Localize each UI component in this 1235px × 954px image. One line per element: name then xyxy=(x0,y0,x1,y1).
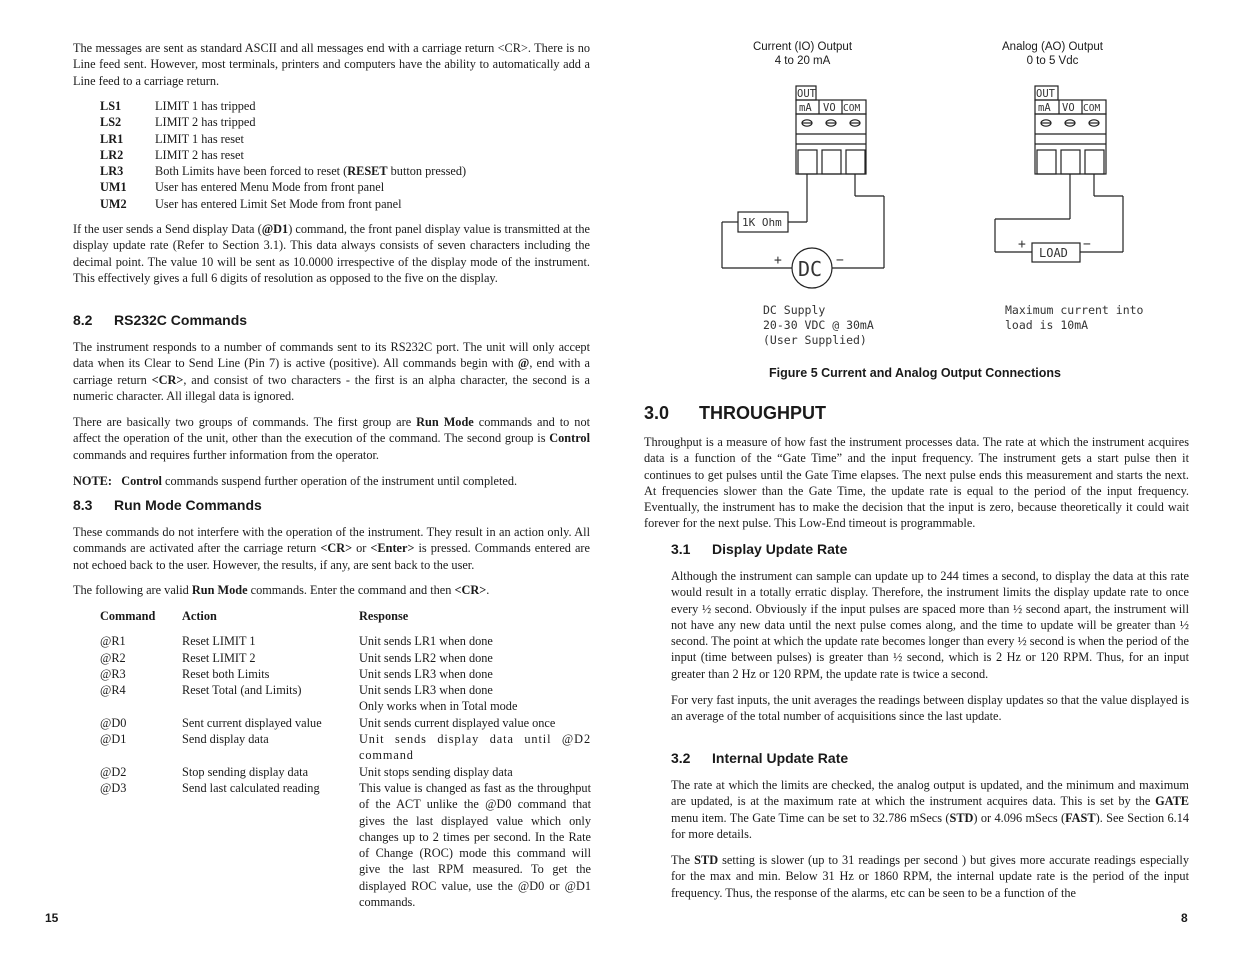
maxcur-line-2: load is 10mA xyxy=(1005,318,1089,332)
bold-text: Control xyxy=(549,431,590,446)
command-cell: @R1 xyxy=(100,634,126,649)
response-cell: Unit sends LR3 when done xyxy=(359,683,493,698)
load-label: LOAD xyxy=(1039,246,1068,260)
ao-ma-label: mA xyxy=(1038,102,1051,114)
action-cell: Sent current displayed value xyxy=(182,715,322,730)
command-cell: @R3 xyxy=(100,666,126,681)
text: The xyxy=(671,853,695,868)
action-cell: Reset LIMIT 2 xyxy=(182,650,256,665)
note-paragraph xyxy=(73,473,590,489)
table-row xyxy=(100,731,591,764)
dc-plus-label: + xyxy=(774,253,782,268)
action-cell: Send last calculated reading xyxy=(182,780,320,795)
text: commands suspend further operation of the instrument until completed. xyxy=(161,474,518,489)
command-cell: @R2 xyxy=(100,650,126,665)
command-cell: @R4 xyxy=(100,683,126,698)
supply-line-3: (User Supplied) xyxy=(763,333,867,347)
section-number: 8.2 xyxy=(73,312,93,328)
text: The rate at which the limits are checked, the analog output is updated, and the minimum and maximum are updated, is at the maximum rate at which the instrument acquires data. This is set by the xyxy=(671,778,1189,809)
text: is pressed. Commands entered are not echoed back to the user. However, the results, if any, are sent back to the user. xyxy=(73,541,590,572)
section-title: RS232C Commands xyxy=(114,312,248,328)
io-vo-label: VO xyxy=(823,102,836,114)
supply-line-2: 20-30 VDC @ 30mA xyxy=(763,318,874,332)
text: commands and requires further information from the operator. xyxy=(73,447,379,462)
table-row xyxy=(100,698,591,714)
section-title: Internal Update Rate xyxy=(712,750,849,766)
bold-text: <Enter> xyxy=(370,541,415,556)
section-8-3-heading xyxy=(73,497,262,513)
bold-text: GATE xyxy=(1155,794,1189,809)
bold-text: Run Mode xyxy=(416,415,474,430)
action-cell: Reset both Limits xyxy=(182,666,270,681)
ao-out-label: OUT xyxy=(1036,88,1055,100)
ao-vo-label: VO xyxy=(1062,102,1075,114)
table-row xyxy=(100,650,591,666)
dc-minus-label: − xyxy=(836,253,844,268)
table-row xyxy=(100,715,591,731)
table-row xyxy=(100,633,591,649)
table-row xyxy=(100,666,591,682)
command-cell: @D2 xyxy=(100,764,127,779)
response-cell: Only works when in Total mode xyxy=(359,699,518,714)
message-code: LS1 xyxy=(100,99,122,113)
load-minus-label: − xyxy=(1083,237,1091,252)
message-code: LR1 xyxy=(100,131,124,146)
text: ) or 4.096 mSecs ( xyxy=(973,810,1066,825)
section-title: Display Update Rate xyxy=(712,541,848,557)
table-row xyxy=(100,682,591,698)
message-desc: LIMIT 2 has reset xyxy=(155,147,244,162)
maxcur-line-1: Maximum current into xyxy=(1005,303,1144,317)
section-number: 3.0 xyxy=(644,403,670,423)
section-3-1-heading xyxy=(671,541,847,557)
ao-com-label: COM xyxy=(1083,103,1101,114)
text: , and consist of two characters - the first is an alpha character, the second is a numeric character. All illegal data is ignored. xyxy=(73,372,590,403)
supply-line-1: DC Supply xyxy=(763,303,826,317)
action-cell: Send display data xyxy=(182,732,269,747)
message-code: LS2 xyxy=(100,115,122,130)
display-rate-paragraph-2: For very fast inputs, the unit averages the readings between display updates so that the value displayed is an average of the total number of acquisitions since the last update. xyxy=(671,693,1189,724)
run-mode-paragraph-1 xyxy=(73,524,590,573)
section-title: THROUGHPUT xyxy=(699,403,826,423)
message-desc: LIMIT 1 has reset xyxy=(155,131,244,146)
message-code: UM2 xyxy=(100,196,127,211)
bold-text: <CR> xyxy=(151,372,184,387)
figure-caption: Figure 5 Current and Analog Output Connections xyxy=(769,366,1061,380)
bold-text: <CR> xyxy=(320,541,353,556)
reset-button-label: RESET xyxy=(347,164,388,179)
section-number: 3.1 xyxy=(671,541,691,557)
text: commands. Enter the command and then xyxy=(247,582,455,597)
action-cell: Reset LIMIT 1 xyxy=(182,634,256,649)
response-cell: Unit sends LR2 when done xyxy=(359,650,493,665)
text: , end with a carriage return xyxy=(73,356,590,387)
bold-text: <CR> xyxy=(454,582,487,597)
bold-text: STD xyxy=(949,810,974,825)
response-header: Response xyxy=(359,609,409,623)
io-ma-label: mA xyxy=(799,102,812,114)
section-3-2-heading xyxy=(671,750,848,766)
text: ). See Section 6.14 for more details. xyxy=(671,810,1189,841)
throughput-body xyxy=(644,434,1189,532)
section-3-1-body xyxy=(671,568,1189,725)
action-cell: Reset Total (and Limits) xyxy=(182,683,302,698)
response-cell: Unit sends LR1 when done xyxy=(359,634,493,649)
command-table-wrap xyxy=(100,608,591,910)
response-cell: Unit stops sending display data xyxy=(359,764,513,779)
internal-rate-paragraph-2 xyxy=(671,852,1189,901)
ao-title-line: Analog (AO) Output xyxy=(1002,41,1103,53)
action-header: Action xyxy=(182,609,217,623)
response-cell: Unit sends current displayed value once xyxy=(359,715,556,730)
message-desc: User has entered Limit Set Mode from front panel xyxy=(155,196,402,211)
text: menu item. The Gate Time can be set to 32.786 mSecs ( xyxy=(671,810,950,825)
text: The following are valid xyxy=(73,582,192,597)
table-header-row xyxy=(100,608,591,633)
section-8-2-body xyxy=(73,339,590,489)
text: These commands do not interfere with the operation of the instrument. They result in an action only. All commands are activated after the carriage return xyxy=(73,525,590,556)
io-title-line: Current (IO) Output xyxy=(752,41,853,53)
bold-text: Run Mode xyxy=(191,582,248,597)
command-table xyxy=(100,608,591,910)
io-range-line: 4 to 20 mA xyxy=(774,55,831,67)
text: or xyxy=(352,541,371,556)
section-title: Run Mode Commands xyxy=(114,497,262,513)
display-rate-paragraph-1: Although the instrument can sample can update up to 244 times a second, to display the data at this rate would result in a totally erratic display. Therefore, the instrument limits the display update rate to once every ½ second. Obviously if the input pulses are spaced more than ½ second apart, the instrument will not have any new data until the next pulse comes along, and the time to update will be greater than ½ second. The point at which the update rate becomes longer than every ½ second is when the period of the input (time between pulses) is greater than ½ second, which is 2 Hz or 120 RPM. Thus, for an input greater than 2 Hz or 120 RPM, the update rate is twice a second. xyxy=(671,569,1189,681)
bold-text: Control xyxy=(121,474,162,489)
ao-range-line: 0 to 5 Vdc xyxy=(1026,55,1079,67)
io-com-label: COM xyxy=(843,103,861,114)
response-cell: Unit sends display data until @D2 command xyxy=(359,732,591,763)
bold-text: @D1 xyxy=(261,222,289,236)
text: The instrument responds to a number of commands sent to its RS232C port. The unit will only accept data when its Clear to Send Line (Pin 7) is active (positive). All commands begin with xyxy=(73,340,590,371)
response-cell: This value is changed as fast as the throughput of the ACT unlike the @D0 command that gives the last displayed value which only changes up to 2 times per second. In the Rate of Change (ROC) mode this command will give the last RPM measured. To get the displayed ROC value, use the @D0 or @D1 commands. xyxy=(359,780,591,910)
text: commands and to not affect the operation of the unit, other than the execution of the command. The second group is xyxy=(73,415,591,446)
text: . xyxy=(486,582,490,597)
internal-rate-paragraph-1 xyxy=(671,777,1189,842)
message-desc: LIMIT 1 has tripped xyxy=(155,99,256,113)
text: If the user sends a Send display Data ( xyxy=(73,222,262,236)
load-plus-label: + xyxy=(1018,237,1026,252)
text: ) command, the front panel display value is transmitted at the display update rate (Refer to Section 3.1). This data always consists of seven characters including the decimal point. The value 10 will be sent as 10.0000 irrespective of the display mode of the instrument. This effectively gives a full 6 digits of resolution as opposed to the five on the display. xyxy=(73,222,590,285)
message-desc: LIMIT 2 has tripped xyxy=(155,115,256,130)
bold-text: STD xyxy=(694,853,719,868)
section-number: 3.2 xyxy=(671,750,691,766)
section-3-2-body xyxy=(671,777,1189,901)
dc-label: DC xyxy=(798,257,823,281)
command-cell: @D1 xyxy=(100,732,127,747)
table-row xyxy=(100,764,591,780)
response-cell: Unit sends LR3 when done xyxy=(359,666,493,681)
io-out-label: OUT xyxy=(797,88,816,100)
text: There are basically two groups of commands. The first group are xyxy=(73,415,417,430)
desc-text: Both Limits have been forced to reset ( xyxy=(155,164,348,179)
bold-text: FAST xyxy=(1065,810,1096,825)
command-header: Command xyxy=(100,609,156,623)
left-page-number: 15 xyxy=(45,911,59,925)
section-8-3-body xyxy=(73,524,590,598)
message-code: UM1 xyxy=(100,180,127,195)
table-row xyxy=(100,780,591,910)
throughput-paragraph: Throughput is a measure of how fast the instrument processes data. The rate at which the instrument acquires data is a function of the “Gate Time” and the input frequency. The instrument gets a start pulse then it continues to get pulses until the Gate Time elapses. The next pulse ends this measurement and starts the next. At frequencies slower than the Gate Time, the update rate is equal to the period of the input frequency. Eventually, the instrument has to make the decision that the input is zero, because theoretically it could wait forever for the next pulse. This Low-End timeout is programmable. xyxy=(644,435,1189,531)
resistor-label: 1K Ohm xyxy=(742,216,782,229)
right-page-number: 8 xyxy=(1181,911,1188,925)
connection-diagram xyxy=(0,0,1235,360)
rs232-paragraph-2 xyxy=(73,414,590,463)
section-number: 8.3 xyxy=(73,497,93,513)
message-code: LR3 xyxy=(100,164,124,179)
section-3-0-heading xyxy=(644,403,826,424)
run-mode-paragraph-2 xyxy=(73,582,590,598)
intro-paragraph: The messages are sent as standard ASCII and all messages end with a carriage return <CR>. There is no Line feed sent. However, most terminals, printers and computers have the ability to automatically add a Line feed to a carriage return. xyxy=(73,41,590,88)
text: setting is slower (up to 31 readings per second ) but gives more accurate readings especially for the max and min. Below 31 Hz or 1860 RPM, the internal update rate is the period of the input frequency. Thus, the response of the alarms, etc can be seen to be a function of the xyxy=(671,853,1189,900)
message-code: LR2 xyxy=(100,147,124,162)
note-label: NOTE: xyxy=(73,474,112,489)
message-desc: User has entered Menu Mode from front panel xyxy=(155,180,385,195)
action-cell xyxy=(182,698,359,714)
desc-text: button pressed) xyxy=(387,164,467,179)
action-cell: Stop sending display data xyxy=(182,764,309,779)
command-cell: @D0 xyxy=(100,715,127,730)
command-cell: @D3 xyxy=(100,780,127,795)
command-cell xyxy=(100,698,182,714)
bold-text: @ xyxy=(517,356,530,371)
